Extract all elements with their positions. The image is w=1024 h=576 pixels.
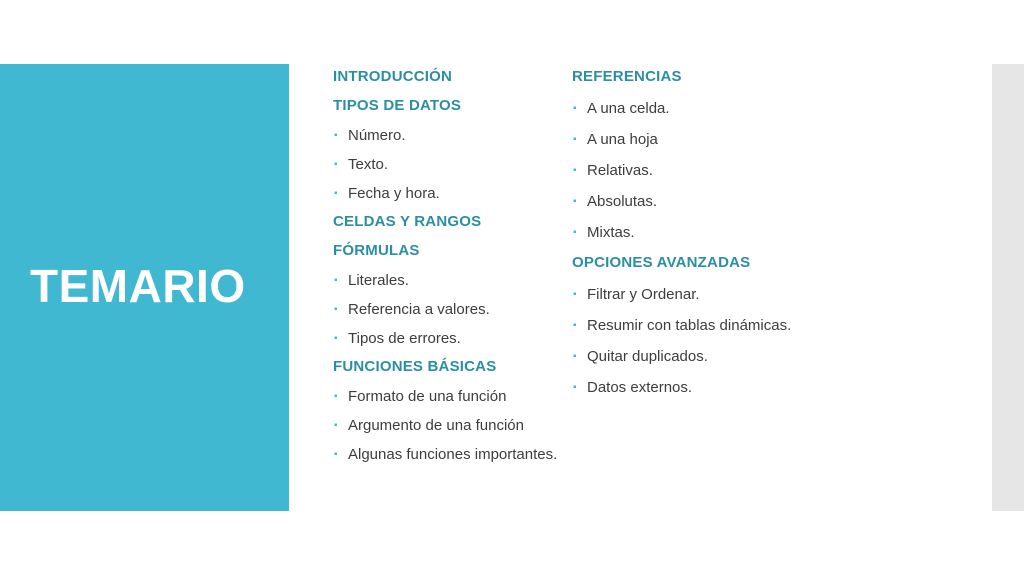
topic-list-item <box>333 443 563 483</box>
bullet-icon: ▪ <box>334 130 338 141</box>
topic-list-item <box>572 345 872 376</box>
topic-list-item-label: Resumir con tablas dinámicas. <box>587 317 792 334</box>
topic-list-item-label: Fecha y hora. <box>348 185 440 202</box>
topic-list-item <box>333 153 563 182</box>
topic-list-item <box>333 124 563 153</box>
bullet-icon: ▪ <box>573 103 577 114</box>
bullet-icon: ▪ <box>334 304 338 315</box>
topic-list-item <box>572 376 872 407</box>
bullet-icon: ▪ <box>573 165 577 176</box>
topic-list-item <box>572 314 872 345</box>
bullet-icon: ▪ <box>573 227 577 238</box>
topic-list-item-label: Datos externos. <box>587 379 693 396</box>
topic-list-item-label: A una hoja <box>587 131 658 148</box>
section-heading: TIPOS DE DATOS <box>333 97 462 114</box>
section-heading: OPCIONES AVANZADAS <box>572 254 751 271</box>
topic-list-item-label: A una celda. <box>587 100 670 117</box>
topic-list-item-label: Algunas funciones importantes. <box>348 446 558 463</box>
topic-list-item-label: Número. <box>348 127 406 144</box>
bullet-icon: ▪ <box>334 333 338 344</box>
topic-column-1 <box>333 66 563 483</box>
bullet-icon: ▪ <box>573 134 577 145</box>
bullet-icon: ▪ <box>573 351 577 362</box>
topic-list-item <box>333 269 563 298</box>
topic-list-item <box>572 283 872 314</box>
bullet-icon: ▪ <box>334 420 338 431</box>
topic-list-item <box>572 221 872 252</box>
topic-list-item <box>572 128 872 159</box>
topic-list-item <box>572 159 872 190</box>
topic-list-item-label: Texto. <box>348 156 389 173</box>
section-heading: FUNCIONES BÁSICAS <box>333 358 497 375</box>
section-heading: FÓRMULAS <box>333 242 420 259</box>
topic-list-item-label: Mixtas. <box>587 224 635 241</box>
topic-column-2 <box>572 66 872 407</box>
bullet-icon: ▪ <box>334 159 338 170</box>
topic-list-item-label: Literales. <box>348 272 409 289</box>
topic-list-item <box>333 298 563 327</box>
topic-list-item <box>572 97 872 128</box>
topic-list-item-label: Referencia a valores. <box>348 301 490 318</box>
section-heading: REFERENCIAS <box>572 68 682 85</box>
topic-list-item-label: Absolutas. <box>587 193 658 210</box>
bullet-icon: ▪ <box>334 275 338 286</box>
topic-list-item <box>333 414 563 443</box>
topic-list-item <box>572 190 872 221</box>
bullet-icon: ▪ <box>334 449 338 460</box>
bullet-icon: ▪ <box>573 320 577 331</box>
slide-title: TEMARIO <box>30 260 246 312</box>
bullet-icon: ▪ <box>334 188 338 199</box>
topic-list-item-label: Relativas. <box>587 162 653 179</box>
bullet-icon: ▪ <box>334 391 338 402</box>
right-gray-strip <box>992 64 1024 511</box>
bullet-icon: ▪ <box>573 382 577 393</box>
topic-list-item <box>333 182 563 211</box>
topic-list-item <box>333 327 563 356</box>
bullet-icon: ▪ <box>573 289 577 300</box>
topic-list-item-label: Quitar duplicados. <box>587 348 708 365</box>
topic-list-item-label: Argumento de una función <box>348 417 524 434</box>
bullet-icon: ▪ <box>573 196 577 207</box>
section-heading: CELDAS Y RANGOS <box>333 213 482 230</box>
topic-list-item <box>333 385 563 414</box>
topic-list-item-label: Tipos de errores. <box>348 330 461 347</box>
section-heading: INTRODUCCIÓN <box>333 68 453 85</box>
topic-list-item-label: Filtrar y Ordenar. <box>587 286 700 303</box>
topic-list-item-label: Formato de una función <box>348 388 507 405</box>
